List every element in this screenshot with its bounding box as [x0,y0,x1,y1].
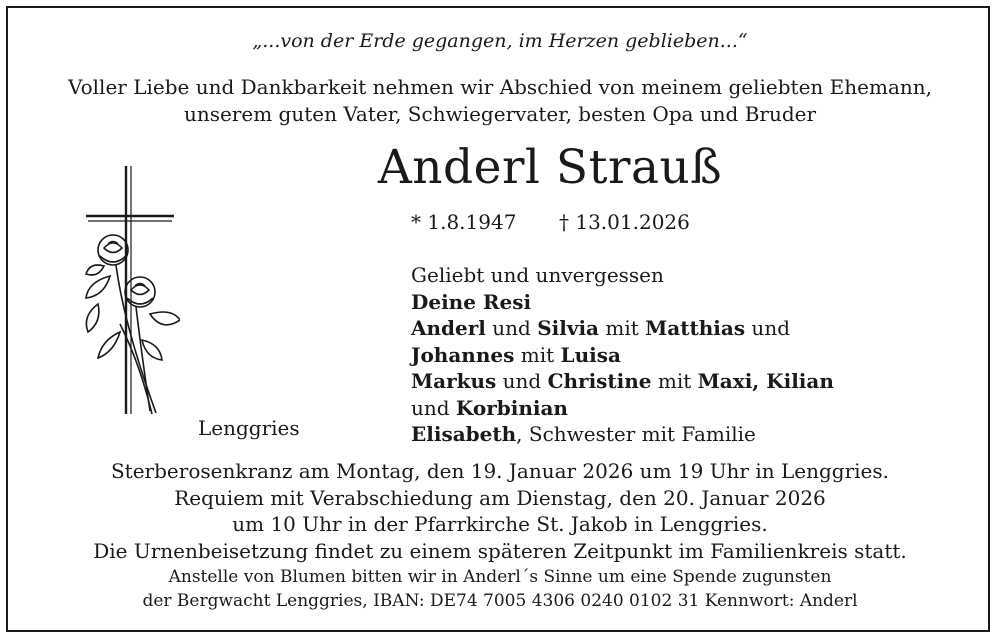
family-member: Luisa [560,342,621,367]
connector-text: mit [599,316,646,340]
connector-text: mit [651,369,698,393]
family-member: Markus [411,369,497,393]
service-line: Sterberosenkranz am Montag, den 19. Januar 2026 um 19 Uhr in Lenggries. [110,459,890,483]
family-member: Johannes [411,342,515,367]
connector-text: , Schwester mit Familie [516,422,756,446]
family-member: Maxi, Kilian [697,369,834,393]
donation-line: Anstelle von Blumen bitten wir in Anderl´s Sinne um eine Spende zugunsten [168,567,832,587]
family-line [411,289,834,316]
donation-line: der Bergwacht Lenggries, IBAN: DE74 7005 4306 0240 0102 31 Kennwort: Anderl [142,590,858,611]
service-line: Die Urnenbeisetzung findet zu einem späteren Zeitpunkt im Familienkreis statt. [93,538,907,563]
place-name: Lenggries [198,416,300,440]
family-member: Matthias [645,316,746,340]
service-line: um 10 Uhr in der Pfarrkirche St. Jakob in Lenggries. [232,512,768,536]
service-info [0,458,1000,564]
family-line [411,421,834,448]
service-line: Requiem mit Verabschiedung am Dienstag, den 20. Januar 2026 [174,485,826,510]
connector-text: mit [514,342,561,367]
family-member: Christine [547,369,652,393]
connector-text: und [745,316,790,340]
death-date: † 13.01.2026 [559,210,690,234]
deceased-name: Anderl Strauß [377,140,723,195]
cross-rose-icon [80,164,180,416]
family-list [411,262,834,448]
intro-text [0,74,1000,128]
connector-text: und [411,395,456,420]
donation-info [0,566,1000,613]
memorial-quote: „...von der Erde gegangen, im Herzen geblieben...“ [252,30,748,52]
family-member: Anderl [411,316,486,340]
connector-text: und [496,369,548,393]
family-line [411,395,834,422]
family-line [411,368,834,395]
family-line [411,342,834,369]
family-member: Deine Resi [411,289,532,314]
intro-line: Voller Liebe und Dankbarkeit nehmen wir Abschied von meinem geliebten Ehemann, [68,75,932,99]
family-member: Elisabeth [411,422,517,446]
connector-text: und [485,316,538,340]
family-member: Korbinian [455,395,568,420]
family-member: Silvia [537,316,600,340]
family-heading: Geliebt und unvergessen [411,263,664,287]
family-line [411,315,834,342]
birth-date: * 1.8.1947 [411,210,517,234]
intro-line: unserem guten Vater, Schwiegervater, besten Opa und Bruder [183,102,817,126]
